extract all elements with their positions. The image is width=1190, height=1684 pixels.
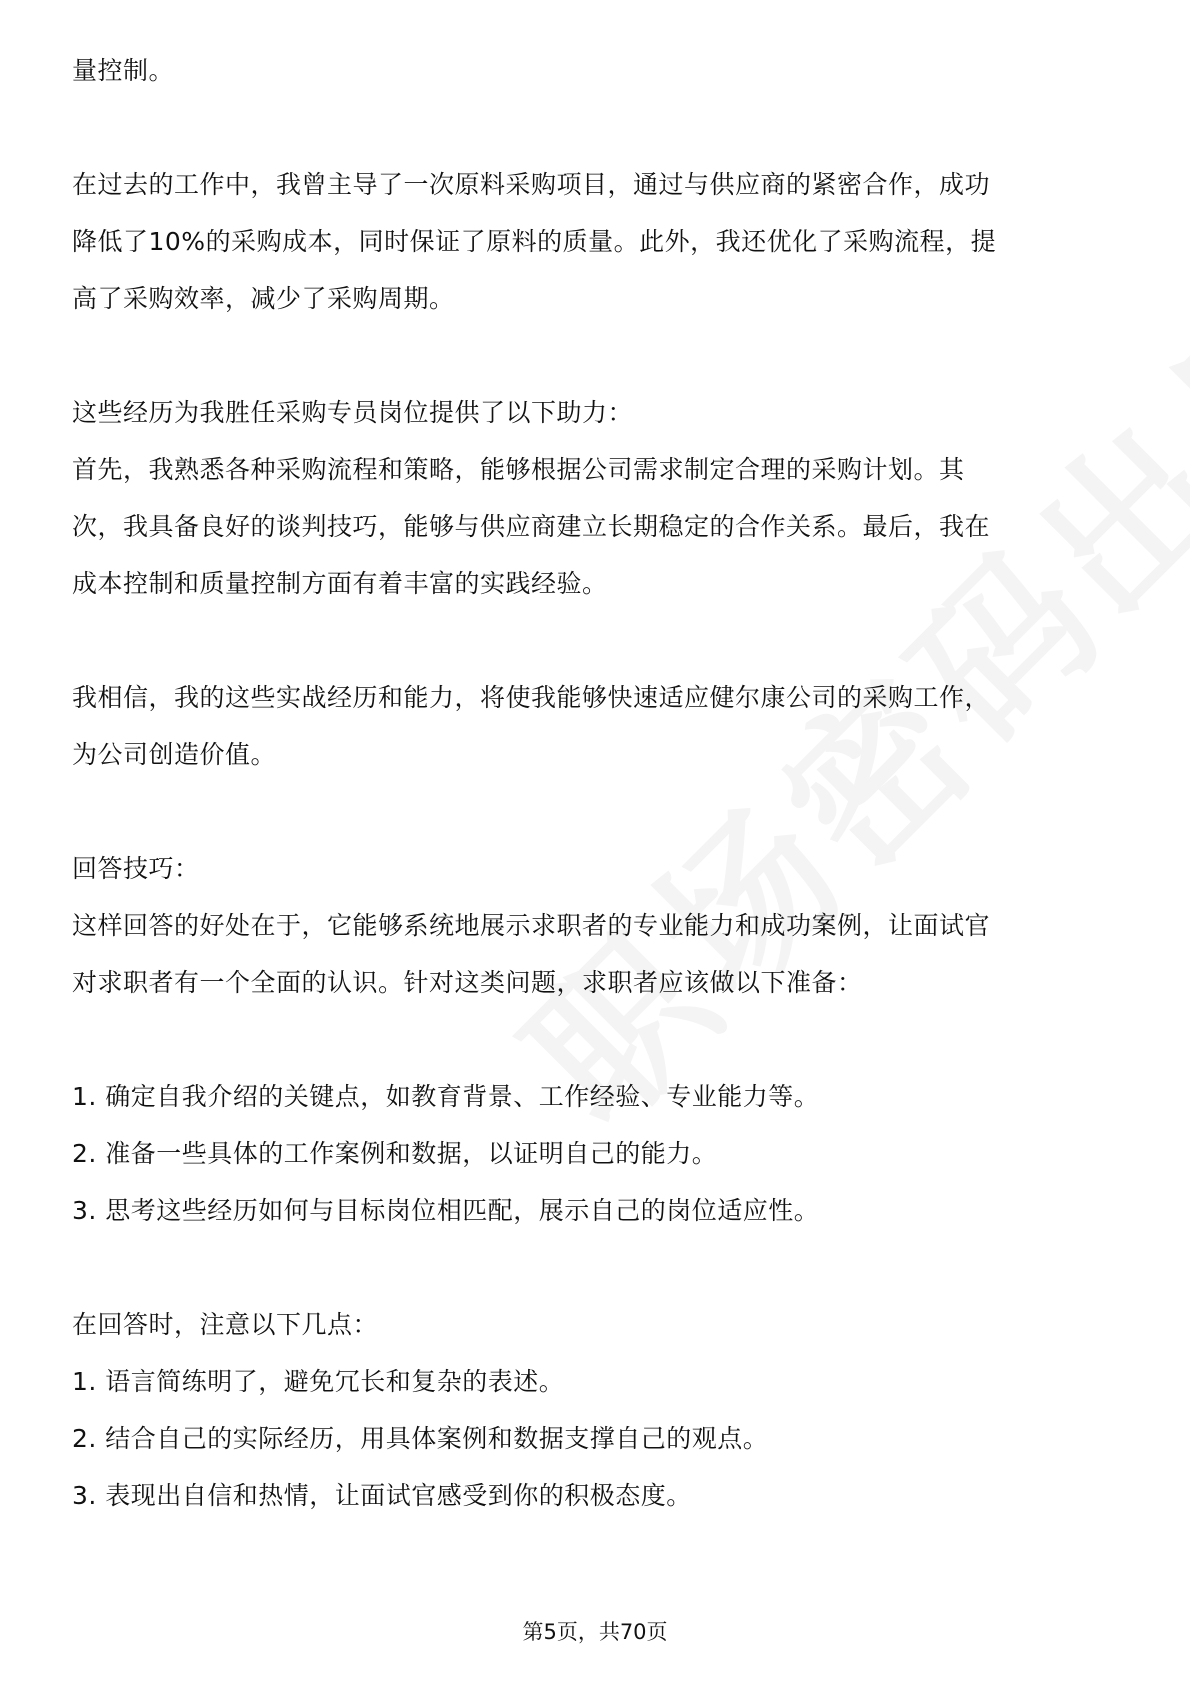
text-line: 在回答时，注意以下几点：	[72, 1310, 379, 1339]
list-item: 1. 确定自我介绍的关键点，如教育背景、工作经验、专业能力等。	[72, 1082, 820, 1111]
text-line: 成本控制和质量控制方面有着丰富的实践经验。	[72, 569, 608, 598]
list-item: 2. 结合自己的实际经历，用具体案例和数据支撑自己的观点。	[72, 1424, 769, 1453]
paragraph-gap	[72, 612, 1122, 669]
text-line: 这样回答的好处在于，它能够系统地展示求职者的专业能力和成功案例，让面试官	[72, 911, 991, 940]
section-heading: 回答技巧：	[72, 854, 200, 883]
text-line: 量控制。	[72, 56, 175, 85]
text-line: 次，我具备良好的谈判技巧，能够与供应商建立长期稳定的合作关系。最后，我在	[72, 512, 991, 541]
paragraph-gap	[72, 1011, 1122, 1068]
text-line: 降低了10%的采购成本，同时保证了原料的质量。此外，我还优化了采购流程，提	[72, 227, 997, 256]
text-line: 我相信，我的这些实战经历和能力，将使我能够快速适应健尔康公司的采购工作，	[72, 683, 991, 712]
text-line: 在过去的工作中，我曾主导了一次原料采购项目，通过与供应商的紧密合作，成功	[72, 170, 991, 199]
text-line: 首先，我熟悉各种采购流程和策略，能够根据公司需求制定合理的采购计划。其	[72, 455, 965, 484]
list-item: 3. 思考这些经历如何与目标岗位相匹配，展示自己的岗位适应性。	[72, 1196, 820, 1225]
list-item: 1. 语言简练明了，避免冗长和复杂的表述。	[72, 1367, 565, 1396]
text-line: 为公司创造价值。	[72, 740, 277, 769]
page-number: 第5页，共70页	[522, 1620, 668, 1644]
text-line: 对求职者有一个全面的认识。针对这类问题，求职者应该做以下准备：	[72, 968, 863, 997]
paragraph-gap	[72, 327, 1122, 384]
paragraph-gap	[72, 783, 1122, 840]
paragraph-gap	[72, 1239, 1122, 1296]
paragraph-gap	[72, 99, 1122, 156]
list-item: 2. 准备一些具体的工作案例和数据，以证明自己的能力。	[72, 1139, 718, 1168]
list-item: 3. 表现出自信和热情，让面试官感受到你的积极态度。	[72, 1481, 692, 1510]
document-body	[72, 42, 1122, 1524]
text-line: 高了采购效率，减少了采购周期。	[72, 284, 455, 313]
text-line: 这些经历为我胜任采购专员岗位提供了以下助力：	[72, 398, 634, 427]
